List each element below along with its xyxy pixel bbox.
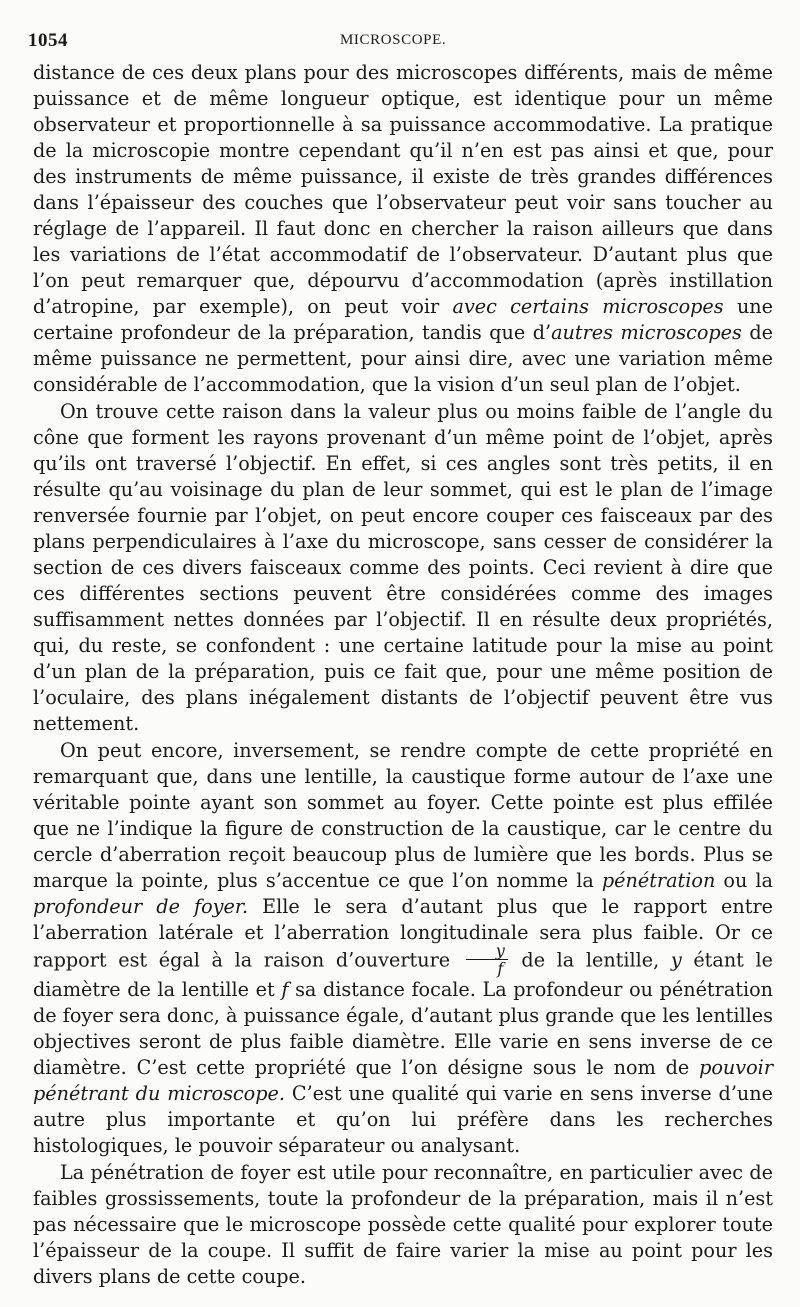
emphasis-pouvoir-penetrant: pouvoir pénétrant du microscope. [33,1056,773,1105]
paragraph-3-text-d: étant le diamètre de la lentille et [33,948,773,1001]
running-title: MICROSCOPE. [340,32,447,48]
emphasis-autres-microscopes: autres microscopes [551,321,742,344]
emphasis-certains-microscopes: avec certains microscopes [452,295,724,318]
paragraph-1-text: distance de ces deux plans pour des microscopes différents, mais de même puissance et de même longueur optique, est identique pour un même observateur et proportionnelle à sa puissance accommodative. La pratique de la microscopie montre cependant qu’il n’en est pas ainsi et que, pour des instruments de même puissance, il existe de très grandes différences dans l’épaisseur des couches que l’observateur peut voir sans toucher au réglage de l’appareil. Il faut donc en chercher la raison ailleurs que dans les variations de l’état accommodatif de l’observateur. D’autant plus que l’on peut remarquer que, dépourvu d’accommodation (après instillation d’atropine, par exemple), on peut voir [33,61,773,318]
paragraph-3-text-a: On peut encore, inversement, se rendre compte de cette propriété en remarquant que, dans une lentille, la caustique forme autour de l’axe une véritable pointe ayant son sommet au foyer. Cette pointe est plus effilée que ne l’indique la figure de construction de la caustique, car le centre du cercle d’aberration reçoit beaucoup plus de lumière que les bords. Plus se marque la pointe, plus s’accentue ce que l’on nomme la [33,739,773,892]
variable-y: y [670,948,682,972]
page-number: 1054 [28,30,68,51]
paragraph-1-text-b: une certaine profondeur de la préparation, tandis que d’ [33,295,774,344]
paragraph-2: On trouve cette raison dans la valeur plus ou moins faible de l’angle du cône que forment les rayons provenant d’un même point de l’objet, après qu’ils ont traversé l’objectif. En effet, si ces angles sont très petits, il en résulte qu’au voisinage du plan de leur sommet, qui est le plan de l’image renversée fournie par l’objet, on peut encore couper ces faisceaux par des plans perpendiculaires à l’axe du microscope, sans cesser de considérer la section de ces divers faisceaux comme des points. Ceci revient à dire que ces différentes sections peuvent être considérées comme des images suffisamment nettes données par l’objectif. Il en résulte deux propriétés, qui, du reste, se confondent : une certaine latitude pour la mise au point d’un plan de la préparation, puis ce fait que, pour une même position de l’oculaire, des plans inégalement distants de l’objectif peuvent être vus nettement. [33,400,773,735]
paragraph-4: La pénétration de foyer est utile pour reconnaître, en particulier avec de faibles grossissements, toute la profondeur de la préparation, mais il n’est pas nécessaire que le microscope possède cette qualité pour explorer toute l’épaisseur de la coupe. Il suffit de faire varier la mise au point pour les divers plans de cette coupe. [33,1161,773,1288]
fraction-denominator: f [497,959,504,978]
emphasis-profondeur-de-foyer: profondeur de foyer. [33,895,249,918]
emphasis-penetration: pénétration [601,869,716,892]
variable-f: f [281,978,289,1001]
paragraph-3-text-b: Elle le sera d’autant plus que le rapport entre l’aberration latérale et l’aberration longitudinale sera plus faible. Or ce rapport est égal à la raison d’ouverture [33,895,773,972]
paragraph-3-text-c: de la lentille, [521,948,660,972]
paragraph-3-or: ou la [723,869,773,892]
paragraph-3-text-e: sa distance focale. La profondeur ou pénétration de foyer sera donc, à puissance égale, d’autant plus grande que les lentilles objectives seront de plus faible diamètre. Elle varie en sens inverse de ce diamètre. C’est cette propriété que l’on désigne sous le nom de [33,978,774,1079]
fraction-numerator: y [466,942,508,960]
paragraph-1-text-c: de même puissance ne permettent, pour ainsi dire, avec une variation même considérable de l’accommodation, que la vision d’un seul plan de l’objet. [33,321,773,396]
page-header [28,30,768,56]
paragraph-3 [33,738,773,1159]
paragraph-3-text-f: C’est une qualité qui varie en sens inverse d’une autre plus importante et qu’on lui préfère dans les recherches histologiques, le pouvoir séparateur ou analysant. [33,1082,773,1157]
paragraph-1 [33,60,773,398]
fraction-y-over-f [466,942,508,977]
body-text [33,60,773,1290]
